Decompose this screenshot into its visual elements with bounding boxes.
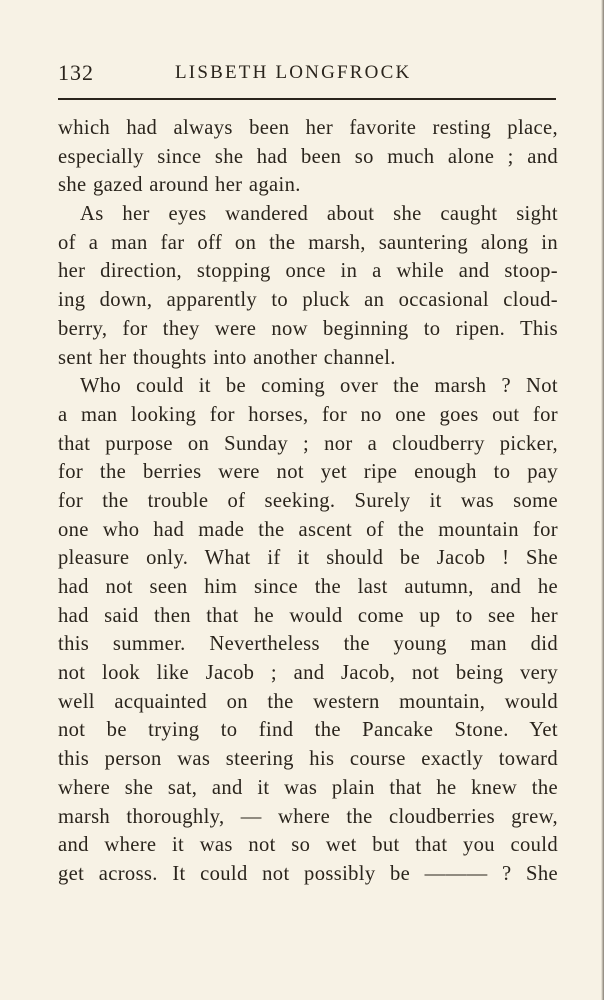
body-text: [58, 114, 558, 889]
text-line: for the berries were not yet ripe enough to pay: [58, 461, 558, 484]
text-line: not look like Jacob ; and Jacob, not being very: [58, 662, 558, 685]
text-line: well acquainted on the western mountain, would: [58, 690, 558, 713]
text-line: pleasure only. What if it should be Jacob ! She: [58, 547, 558, 570]
header-rule: [58, 98, 556, 100]
text-line: sent her thoughts into another channel.: [58, 346, 396, 369]
text-line: where she sat, and it was plain that he knew the: [58, 776, 558, 799]
text-line: had said then that he would come up to see her: [58, 604, 558, 627]
text-line: get across. It could not possibly be ——— ? She: [58, 862, 558, 885]
text-line: that purpose on Sunday ; nor a cloudberry picker,: [58, 432, 558, 455]
text-line: a man looking for horses, for no one goes out for: [58, 403, 558, 426]
page-header: [58, 60, 556, 88]
text-line: ing down, apparently to pluck an occasional cloud-: [58, 289, 558, 312]
page-number: 132: [58, 60, 94, 85]
text-line: As her eyes wandered about she caught sight: [80, 203, 558, 226]
text-line: Who could it be coming over the marsh ? Not: [80, 375, 558, 398]
text-line: this summer. Nevertheless the young man did: [58, 633, 558, 656]
running-head: LISBETH LONGFROCK: [175, 62, 412, 83]
text-line: this person was steering his course exactly toward: [58, 748, 558, 771]
text-line: her direction, stopping once in a while and stoop-: [58, 260, 558, 283]
text-line: especially since she had been so much alone ; and: [58, 145, 558, 168]
text-line: and where it was not so wet but that you could: [58, 834, 558, 857]
text-line: she gazed around her again.: [58, 174, 301, 197]
text-line: had not seen him since the last autumn, and he: [58, 576, 558, 598]
text-line: of a man far off on the marsh, sauntering along in: [58, 231, 558, 254]
text-line: berry, for they were now beginning to ripen. This: [58, 317, 558, 340]
text-line: for the trouble of seeking. Surely it was some: [58, 489, 558, 512]
text-line: marsh thoroughly, — where the cloudberries grew,: [58, 805, 558, 828]
text-line: one who had made the ascent of the mountain for: [58, 518, 558, 541]
text-line: not be trying to find the Pancake Stone. Yet: [58, 719, 558, 742]
text-line: which had always been her favorite resting place,: [58, 117, 558, 139]
